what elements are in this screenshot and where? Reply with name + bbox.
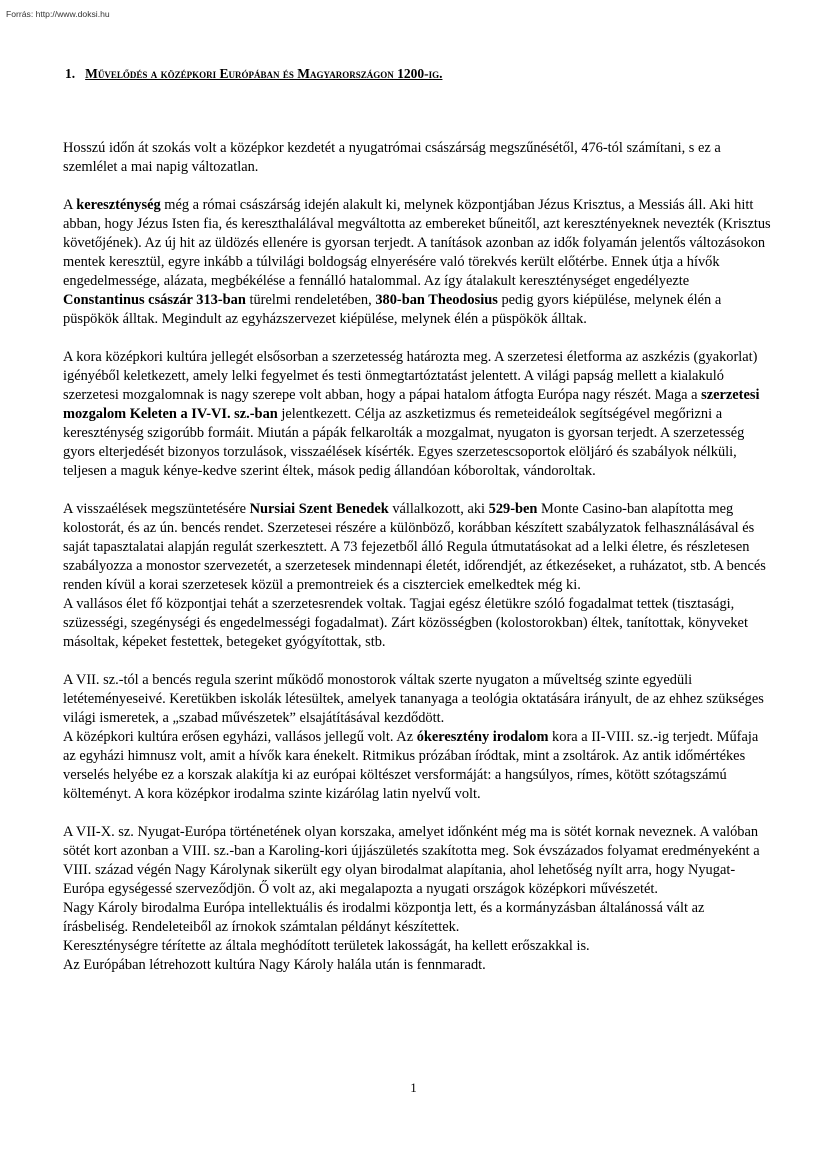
paragraph-religious-life: A vallásos élet fő központjai tehát a szerzetesrendek voltak. Tagjai egész életükre szóló fogadalmat tettek (tisztasági, szüzességi, szegénységi és engedelmességi fogadalmat). Zárt közösségben (kolostorokban) éltek, tanítottak, könyveket másoltak, képeket festettek, betegeket gyógyítottak, stb. — [63, 596, 748, 650]
bold-term: 529-ben — [488, 501, 538, 517]
paragraph-benedict: A visszaélések megszüntetésére Nursiai Szent Benedek vállalkozott, aki 529-ben Monte Casino-ban alapította meg kolostorát, és az ún. bencés rendet. Szerzetesei részére a különböző, korábban készített szabályzatok felhasználásával és saját tapasztalatai alapján regulát szerkesztett. A 73 fejezetből álló Regula útmutatásokat ad a lelki életre, és részletesen szabályozza a monostor szervezetét, a szerzetesek mindennapi életét, időrendjét, az étkezéseket, a ruházatot, stb. A bencés renden kívül a korai szerzetesek közül a premontreiek és a ciszterciek emelkedtek még ki. — [63, 501, 766, 593]
section-title: Művelődés a középkori Európában és Magyarországon 1200-ig. — [85, 66, 443, 81]
bold-term: 380-ban Theodosius — [375, 292, 498, 308]
section-heading — [65, 66, 442, 82]
paragraph-christianity: A kereszténység még a római császárság idején alakult ki, melynek központjában Jézus Krisztus, a Messiás áll. Aki hitt abban, hogy Jézus Isten fia, és kereszthalálával megváltotta az embereket bűneitől, azt keresztényeknek nevezték (Krisztus követőjének). Az új hit az üldözés ellenére is gyorsan terjedt. A tanítások azonban az idők folyamán jelentős változásokon mentek keresztül, egyre inkább a túlvilági boldogság elnyerésére való törekvés került előtérbe. Ennek útja a hívők engedelmessége, alázata, megbékélése a fennálló hatalommal. Az így átalakult kereszténységet engedélyezte Constantinus császár 313-ban türelmi rendeletében, 380-ban Theodosius pedig gyors kiépülése, melynek élén a püspökök álltak. Megindult az egyházszervezet kiépülése, melynek élén a püspökök álltak. — [63, 197, 771, 327]
paragraph-legacy: Az Európában létrehozott kultúra Nagy Károly halála után is fennmaradt. — [63, 957, 486, 973]
paragraph-charlemagne-empire: Nagy Károly birodalma Európa intellektuális és irodalmi központja lett, és a kormányzásban általánossá vált az írásbeliség. Rendeleteiből az írnokok számtalan példányt készítettek. — [63, 900, 705, 935]
paragraph-monasticism: A kora középkori kultúra jellegét elsősorban a szerzetesség határozta meg. A szerzetesi életforma az aszkézis (gyakorlat) igényéből keletkezett, amely lelki fegyelmet és testi önmegtartóztatást jelentett. A világi papság mellett a kialakuló szerzetesi mozgalomnak is nagy szerepe volt abban, hogy a pápai hatalom átfogta Európa nagy részét. Maga a szerzetesi mozgalom Keleten a IV-VI. sz.-ban jelentkezett. Célja az aszketizmus és remeteideálok segítségével megőrizni a kereszténység szigorúbb formáit. Miután a pápák felkarolták a mozgalmat, nyugaton is gyorsan terjedt. A szerzetesség gyors elterjedését bizonyos torzulások, visszaélések kísérték. Egyes szerzetescsoportok elöljáró és szabályok nélküli, teljesen a maguk kénye-kedve szerint éltek, mások pedig állandóan kóboroltak, vándoroltak. — [63, 349, 760, 479]
paragraph-intro: Hosszú időn át szokás volt a középkor kezdetét a nyugatrómai császárság megszűnésétől, 476-tól számítani, s ez a szemlélet a mai napig változatlan. — [63, 140, 721, 175]
paragraph-conversion: Kereszténységre térítette az általa meghódított területek lakosságát, ha kellett erőszakkal is. — [63, 938, 590, 954]
paragraph-literature: A középkori kultúra erősen egyházi, vallásos jellegű volt. Az ókeresztény irodalom kora a II-VIII. sz.-ig terjedt. Műfaja az egyházi himnusz volt, amit a hívők kara énekelt. Ritmikus prózában íródtak, mint a zsoltárok. Az antik időmértékes verselés helyébe ez a korszak alakítja ki az európai költészet versformáját: a hangsúlyos, rímes, kötött szótagszámú költeményt. A kora középkor irodalma szinte kizárólag latin nyelvű volt. — [63, 729, 759, 802]
paragraph-dark-ages: A VII-X. sz. Nyugat-Európa történetének olyan korszaka, amelyet időnként még ma is sötét kornak neveznek. A valóban sötét kort azonban a VIII. sz.-ban a Karoling-kori újjászületés szakította meg. Sok évszázados folyamat eredményeként a VIII. század végén Nagy Károlynak sikerült egy olyan birodalmat alapítania, ahol lehetőség nyílt arra, hogy Nyugat-Európa egységessé szerveződjön. Ő volt az, aki megalapozta a nyugati országok középkori művészetét. — [63, 824, 760, 897]
bold-term: Constantinus császár 313-ban — [63, 292, 246, 308]
document-body — [63, 139, 773, 975]
bold-term: ókeresztény irodalom — [416, 729, 549, 745]
bold-term: Nursiai Szent Benedek — [249, 501, 389, 517]
paragraph-monasteries: A VII. sz.-tól a bencés regula szerint működő monostorok váltak szerte nyugaton a műveltség szinte egyedüli letéteményeseivé. Keretükben iskolák létesültek, amelyek tananyaga a teológia oktatására irányult, de az ehhez szükséges világi ismeretek, a „szabad művészetek” elsajátításával kezdődött. — [63, 672, 764, 726]
section-number: 1. — [65, 66, 76, 81]
bold-term: szerzetesi mozgalom Keleten a IV-VI. sz.-ban — [63, 387, 760, 422]
page-number: 1 — [410, 1080, 417, 1095]
bold-term: kereszténység — [76, 197, 161, 213]
source-label: Forrás: http://www.doksi.hu — [6, 9, 110, 19]
